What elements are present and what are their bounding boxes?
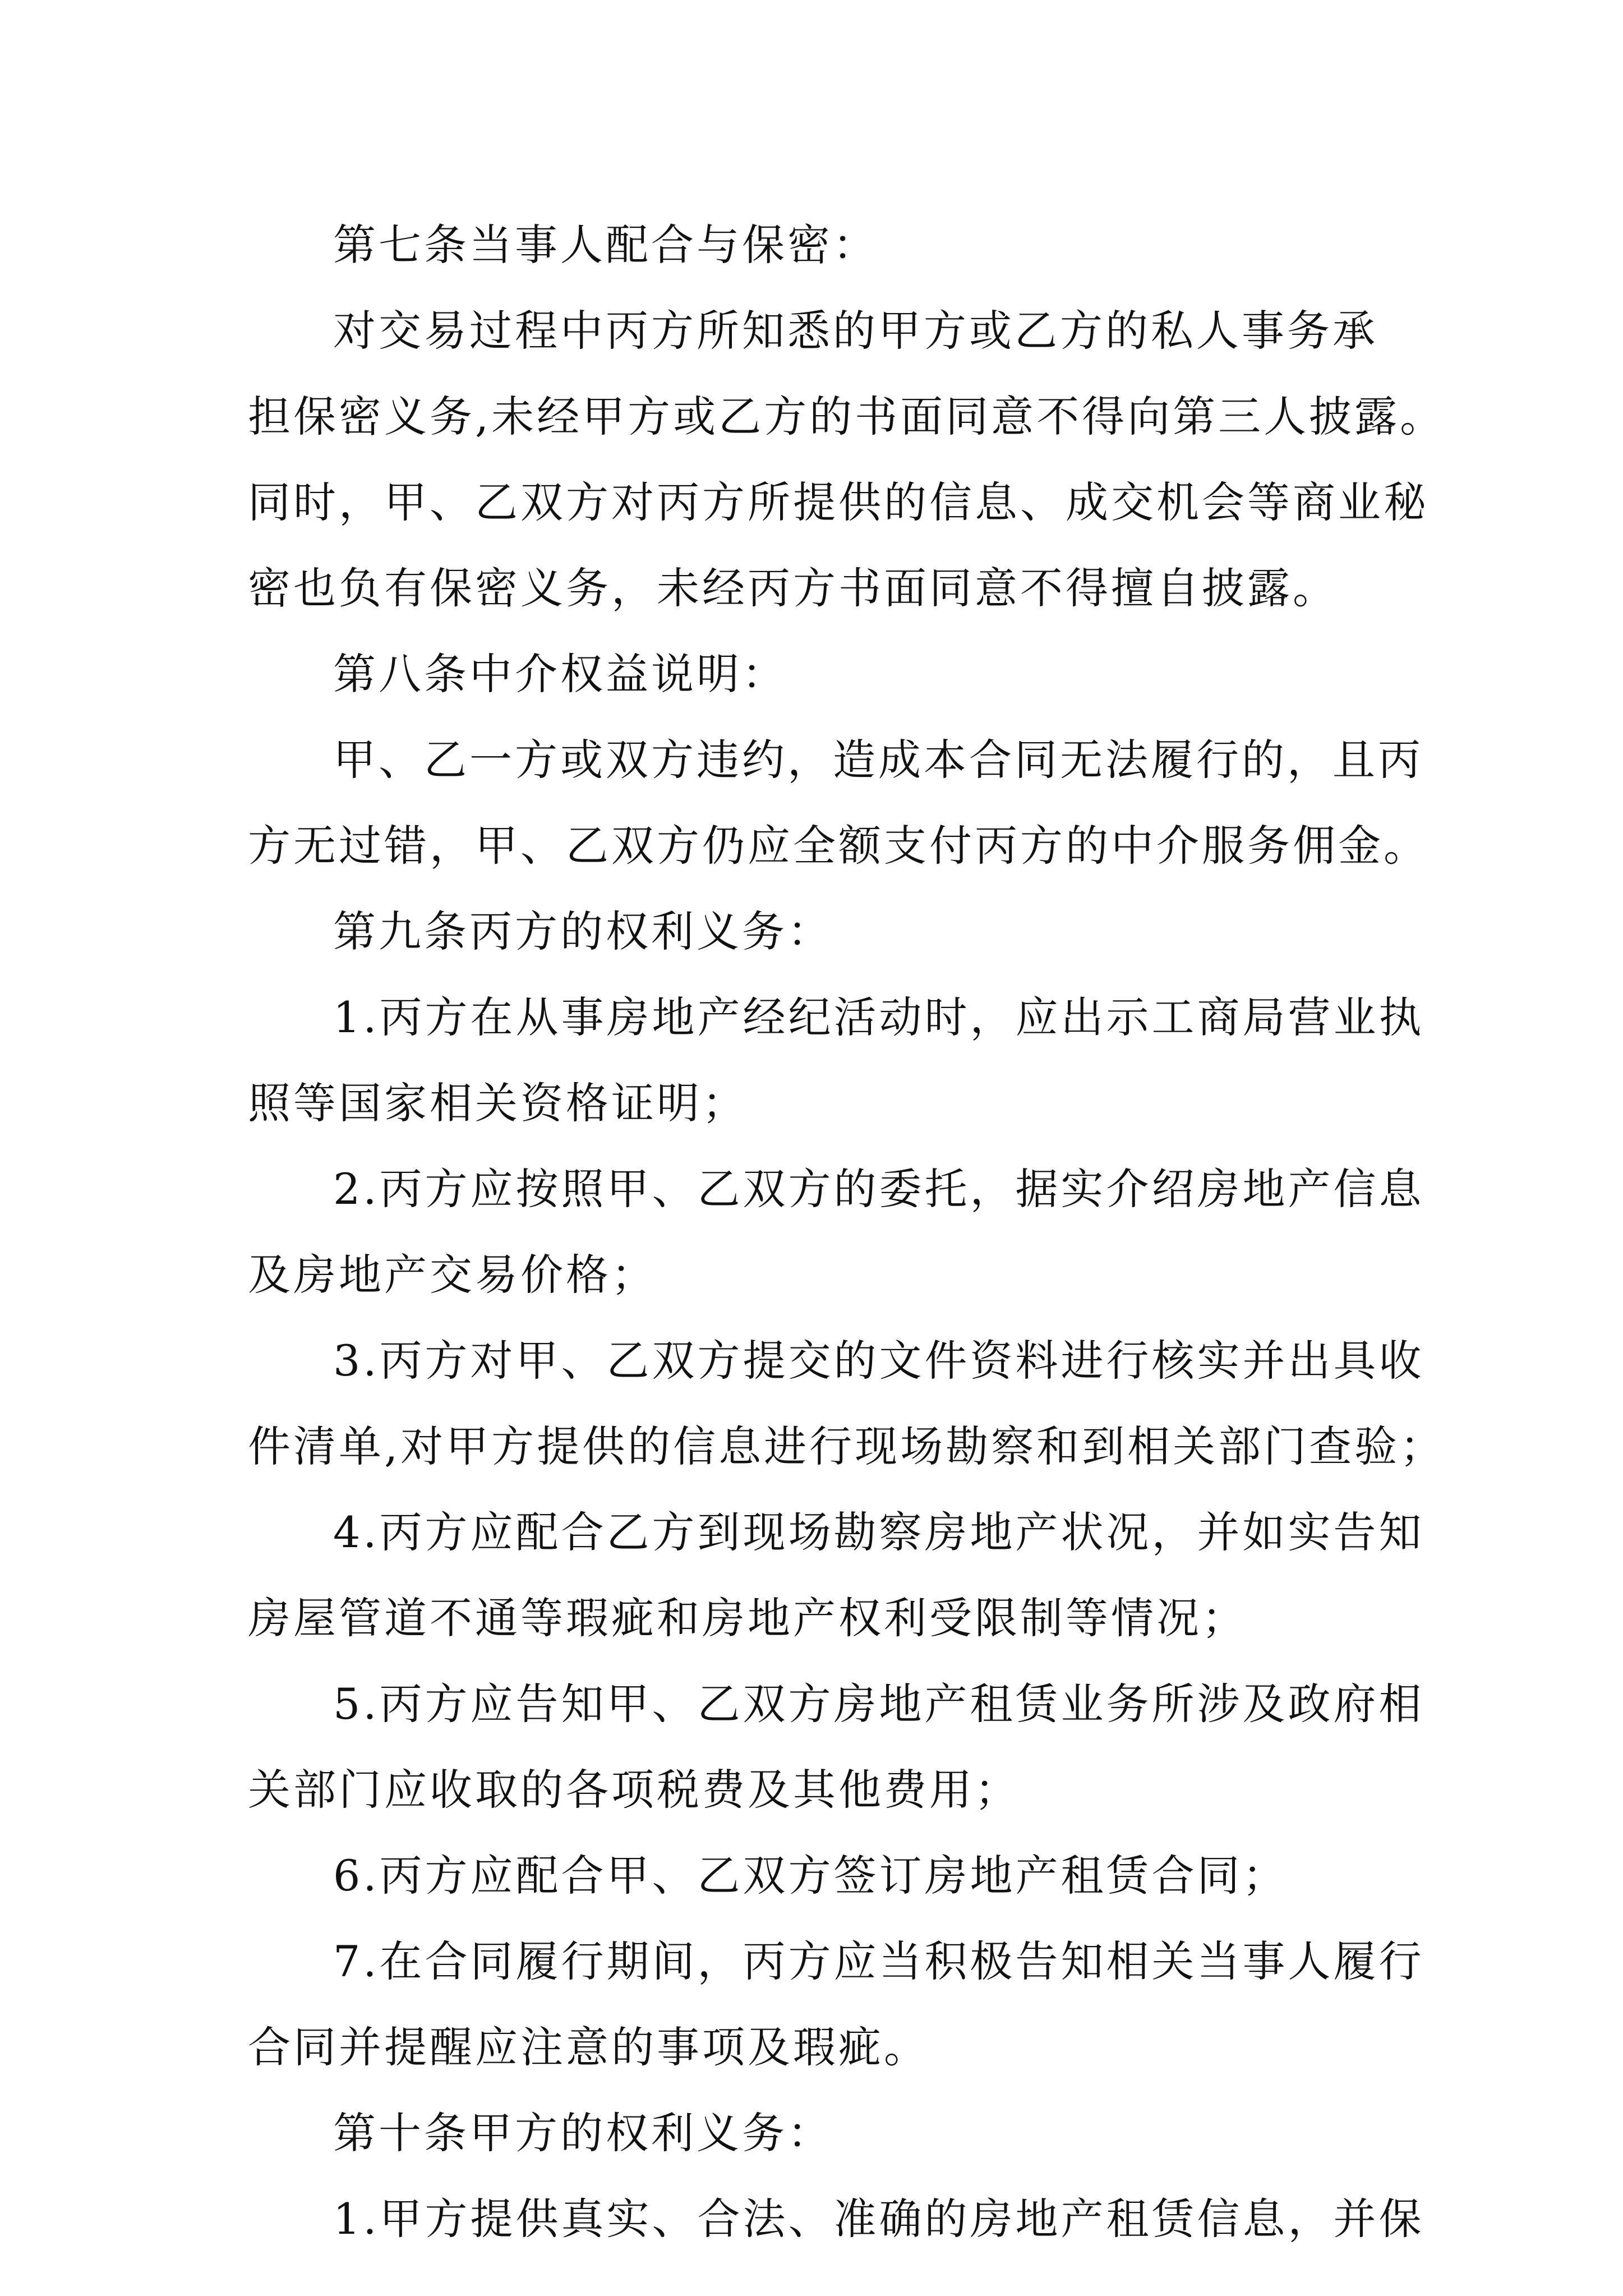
- section-9-heading: 第九条丙方的权利义务：: [333, 907, 833, 956]
- list-item-line: 房屋管道不通等瑕疵和房地产权利受限制等情况；: [248, 1593, 1247, 1643]
- list-item-line: 关部门应收取的各项税费及其他费用；: [248, 1765, 1020, 1815]
- section-8-heading: 第八条中介权益说明：: [333, 649, 787, 699]
- list-item-line: 合同并提醒应注意的事项及瑕疵。: [248, 2022, 929, 2072]
- paragraph-line: 同时，甲、乙双方对丙方所提供的信息、成交机会等商业秘: [248, 477, 1429, 527]
- list-item-line: 1.丙方在从事房地产经纪活动时，应出示工商局营业执: [333, 992, 1424, 1042]
- list-item-line: 4.丙方应配合乙方到现场勘察房地产状况，并如实告知: [333, 1507, 1424, 1557]
- list-item-line: 2.丙方应按照甲、乙双方的委托，据实介绍房地产信息: [333, 1164, 1424, 1214]
- paragraph-line: 密也负有保密义务，未经丙方书面同意不得擅自披露。: [248, 563, 1338, 613]
- list-item-line: 及房地产交易价格；: [248, 1250, 657, 1300]
- document-body: [248, 202, 1446, 2262]
- list-item-line: 7.在合同履行期间，丙方应当积极告知相关当事人履行: [333, 1936, 1424, 1986]
- paragraph-line: 担保密义务,未经甲方或乙方的书面同意不得向第三人披露。: [248, 392, 1446, 441]
- paragraph-line: 甲、乙一方或双方违约，造成本合同无法履行的，且丙: [333, 735, 1423, 785]
- list-item-line: 件清单,对甲方提供的信息进行现场勘察和到相关部门查验；: [248, 1421, 1446, 1471]
- list-item-line: 照等国家相关资格证明；: [248, 1078, 748, 1128]
- list-item-line: 1.甲方提供真实、合法、准确的房地产租赁信息，并保: [333, 2194, 1424, 2244]
- paragraph-line: 对交易过程中丙方所知悉的甲方或乙方的私人事务承: [333, 306, 1378, 356]
- section-7-heading: 第七条当事人配合与保密：: [333, 220, 878, 270]
- list-item-line: 5.丙方应告知甲、乙双方房地产租赁业务所涉及政府相: [333, 1679, 1424, 1729]
- list-item-line: 3.丙方对甲、乙双方提交的文件资料进行核实并出具收: [333, 1336, 1424, 1386]
- list-item-line: 6.丙方应配合甲、乙双方签订房地产租赁合同；: [333, 1851, 1288, 1901]
- paragraph-line: 方无过错，甲、乙双方仍应全额支付丙方的中介服务佣金。: [248, 821, 1429, 871]
- section-10-heading: 第十条甲方的权利义务：: [333, 2108, 833, 2158]
